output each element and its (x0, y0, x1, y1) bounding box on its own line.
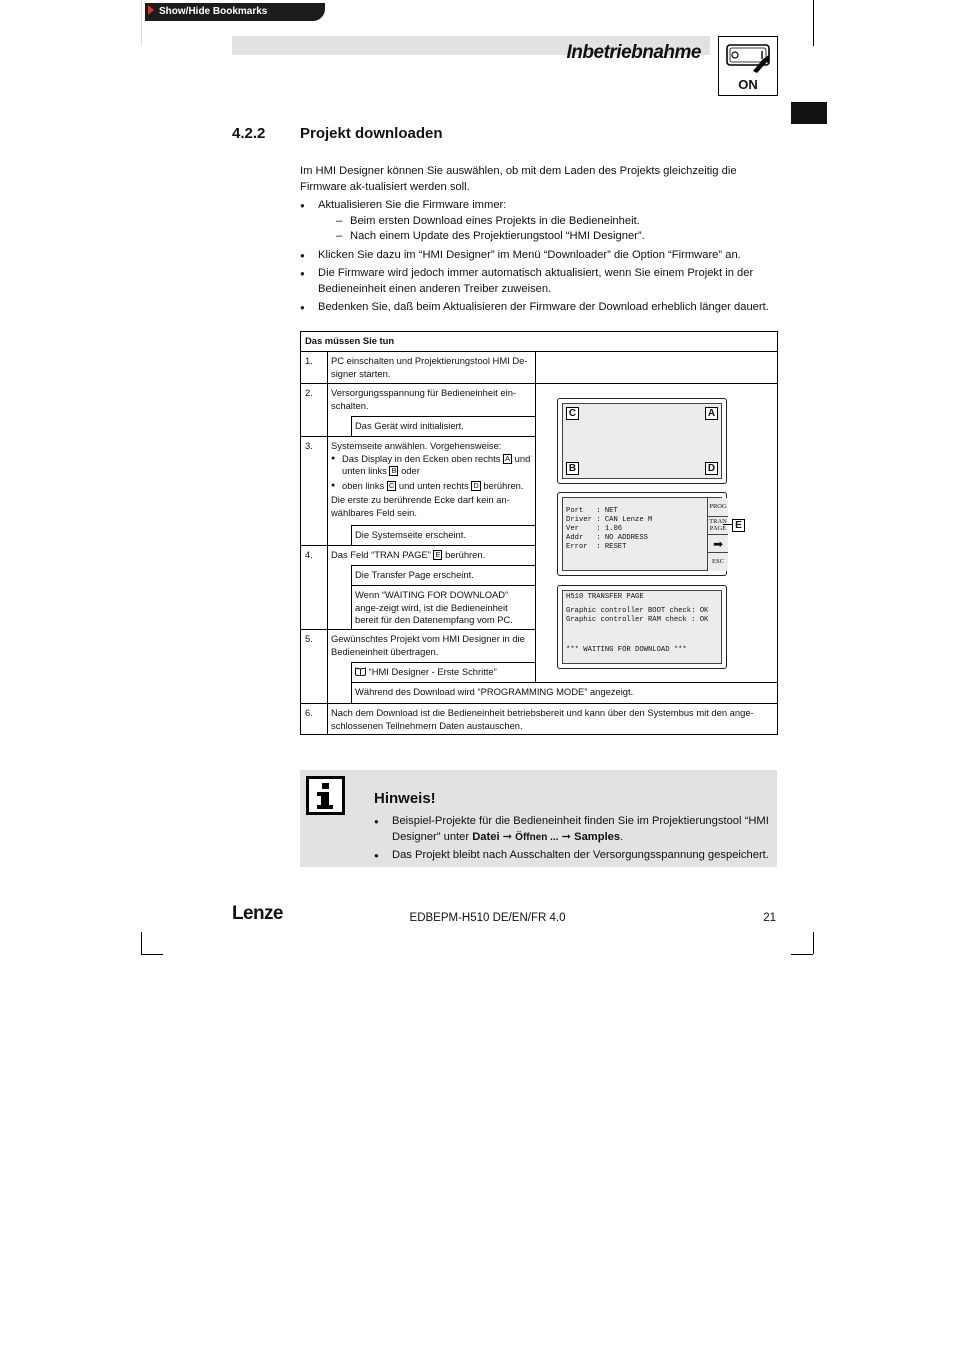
step-text: Gewünschtes Projekt vom HMI Designer in die Bedieneinheit übertragen. (331, 633, 525, 657)
reference-text: “HMI Designer - Erste Schritte” (368, 666, 497, 677)
table-rule (301, 629, 535, 630)
menu-path-item: Datei (472, 830, 500, 843)
list-item: – Beim ersten Download eines Projekts in die Bedieneinheit. (318, 214, 778, 230)
corner-marker-a: A (505, 453, 511, 463)
crop-mark (141, 0, 142, 46)
corner-marker-d: D (473, 480, 479, 490)
table-header: Das müssen Sie tun (305, 335, 395, 346)
section-title: Projekt downloaden (300, 125, 443, 142)
step-text (331, 549, 531, 562)
step-number: 5. (305, 633, 313, 644)
list-item (374, 814, 769, 845)
table-rule (351, 525, 352, 545)
note-box (300, 770, 777, 867)
info-glyph (309, 779, 342, 812)
transfer-page-title: H510 TRANSFER PAGE (566, 593, 644, 601)
transfer-page-status: *** WAITING FOR DOWNLOAD *** (566, 646, 687, 654)
display-screen (562, 497, 727, 571)
step-text-part: oben links (342, 479, 385, 491)
corner-marker-c: C (388, 480, 395, 490)
tran-page-button[interactable]: TRAN PAGE (708, 516, 728, 534)
list-item (300, 198, 778, 245)
menu-path-item: Samples (574, 830, 621, 843)
list-item: ● Bedenken Sie, daß beim Aktualisieren der Firmware der Download erheblich länger dauert. (300, 300, 778, 316)
table-rule (351, 565, 352, 629)
step-reference (355, 666, 497, 679)
power-switch-icon (719, 39, 777, 79)
note-text: . (620, 830, 624, 843)
corner-label-c: C (566, 407, 579, 420)
menu-path-item: Öffnen ... (515, 831, 559, 843)
step-number: 1. (305, 355, 313, 366)
list-item: ● Das Projekt bleibt nach Ausschalten der Versorgungsspannung gespeichert. (374, 848, 769, 864)
table-rule (301, 351, 777, 352)
table-rule (301, 545, 535, 546)
esc-button[interactable]: ESC (708, 552, 728, 571)
step-text: Versorgungsspannung für Bedieneinheit ein-schalten. (331, 387, 517, 411)
table-rule (351, 565, 535, 566)
note-title: Hinweis! (374, 790, 436, 807)
table-rule (301, 703, 777, 704)
table-rule (351, 416, 352, 436)
info-icon (306, 776, 345, 815)
table-rule (351, 416, 535, 417)
book-icon (355, 667, 366, 676)
table-rule (351, 662, 535, 663)
step-result: Während des Download wird “PROGRAMMING MODE” angezeigt. (355, 686, 634, 697)
step-result: Wenn “WAITING FOR DOWNLOAD“ ange-zeigt wird, ist die Bedieneinheit bereit für den Datenempfang vom PC. (355, 589, 513, 626)
display-screen (562, 590, 722, 664)
display-screen (562, 403, 722, 479)
intro-paragraph: Im HMI Designer können Sie auswählen, ob mit dem Laden des Projekts gleichzeitig die Firmware ak-tualisiert werden soll. (300, 165, 737, 193)
transfer-page-checks: Graphic controller BOOT check: OK Graphic controller RAM check : OK (566, 607, 709, 624)
crop-mark (813, 0, 814, 46)
chapter-title: Inbetriebnahme (566, 42, 701, 63)
chapter-marker (791, 102, 827, 124)
step-intro: Systemseite anwählen. Vorgehensweise: (331, 440, 502, 451)
table-rule (301, 383, 777, 384)
step-number: 3. (305, 440, 313, 451)
crop-mark (813, 932, 814, 954)
note-text: Beispiel-Projekte für die Bedieneinheit finden Sie im Projektierungstool “HMI Designer” unter (392, 815, 769, 843)
step-text: Nach dem Download ist die Bedieneinheit betriebsbereit und kann über den Systembus mit den ange-schlossenen Teilnehmern Daten austauschen. (331, 707, 754, 731)
step-number: 4. (305, 549, 313, 560)
page-number: 21 (763, 912, 776, 924)
note-list (374, 814, 769, 867)
corner-marker-b: B (391, 466, 397, 476)
transfer-page-illustration (557, 585, 727, 669)
step-note: Die erste zu berührende Ecke darf kein an-wählbares Feld sein. (331, 494, 510, 518)
show-hide-bookmarks-button[interactable] (145, 3, 325, 21)
corner-marker-e: E (435, 550, 441, 559)
list-item-text: Aktualisieren Sie die Firmware immer: (318, 199, 507, 211)
lenze-logo: Lenze (232, 903, 283, 924)
system-page-illustration (557, 492, 727, 576)
arrow-right-icon: ➞ (502, 830, 513, 843)
table-rule (351, 662, 352, 703)
step-text (331, 440, 531, 520)
table-rule (327, 351, 328, 734)
list-item: – Nach einem Update des Projektierungstool “HMI Designer”. (318, 229, 778, 245)
table-rule (351, 525, 535, 526)
step-text-part: oder (401, 465, 420, 477)
corner-label-e: E (732, 519, 745, 532)
intro-text (300, 164, 778, 319)
corner-label-d: D (705, 462, 718, 475)
list-item (331, 480, 531, 493)
step-text-part: berühren. (445, 549, 486, 560)
triangle-right-icon (148, 5, 154, 15)
prog-button[interactable]: PROG (708, 498, 728, 516)
system-page-text: Port : NET Driver : CAN Lenze M Ver : 1.06 Addr : NO ADDRESS Error : RESET (566, 507, 653, 551)
power-switch-graphic (718, 36, 778, 96)
step-text-part: Das Feld “TRAN PAGE” (331, 549, 431, 560)
list-item (331, 453, 531, 478)
step-result: Das Gerät wird initialisiert. (355, 420, 464, 431)
bookmark-tab-label: Show/Hide Bookmarks (159, 6, 268, 17)
table-rule (351, 585, 535, 586)
arrow-right-icon: ➞ (561, 830, 571, 843)
step-number: 2. (305, 387, 313, 398)
list-item: ● Die Firmware wird jedoch immer automatisch aktualisiert, wenn Sie einem Projekt in der Bedieneinheit einen anderen Treiber zuweisen. (300, 266, 778, 297)
switch-on-label: ON (738, 77, 758, 92)
corner-label-a: A (705, 407, 718, 420)
crop-mark (141, 954, 163, 955)
crop-mark (141, 932, 142, 954)
crop-mark (791, 954, 813, 955)
list-item: ● Klicken Sie dazu im “HMI Designer” im Menü “Downloader” die Option “Firmware” an. (300, 248, 778, 264)
table-rule (351, 682, 777, 683)
step-number: 6. (305, 707, 313, 718)
document-id: EDBEPM-H510 DE/EN/FR 4.0 (409, 912, 566, 924)
step-text-part: und unten rechts (398, 479, 469, 491)
step-result: Die Systemseite erscheint. (355, 529, 466, 540)
arrow-button[interactable]: ➡ (708, 534, 728, 553)
step-text-part: Das Display in den Ecken oben rechts (342, 452, 501, 464)
steps-table (300, 331, 778, 735)
step-text: PC einschalten und Projektierungstool HMI De-signer starten. (331, 355, 528, 379)
step-result: Die Transfer Page erscheint. (355, 569, 474, 580)
section-number: 4.2.2 (232, 125, 266, 142)
bullet-list (300, 198, 778, 316)
step-text-part: berühren. (483, 479, 524, 491)
table-rule (301, 436, 535, 437)
table-rule (535, 351, 536, 682)
corner-label-b: B (566, 462, 579, 475)
step-text-part: und unten links (342, 452, 531, 477)
display-corners-illustration (557, 398, 727, 484)
